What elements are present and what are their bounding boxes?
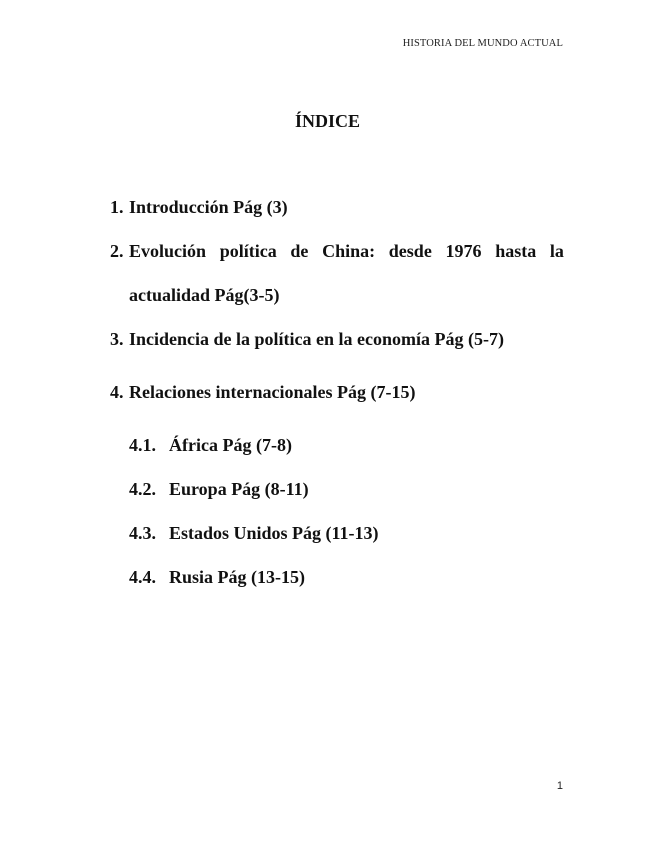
toc-item-continuation: actualidad Pág(3-5) [129, 285, 280, 305]
toc-subitem-rusia [129, 566, 305, 588]
toc-subitem-text: Estados Unidos Pág (11-13) [169, 523, 379, 543]
toc-item-text: Incidencia de la política en la economía Pág (5-7) [129, 329, 504, 349]
toc-word: política [219, 241, 277, 261]
toc-item-number: 3. [110, 329, 124, 349]
toc-item-number: 2. [110, 241, 124, 261]
page-number: 1 [556, 780, 563, 792]
toc-word: Evolución [129, 241, 207, 261]
toc-subitem-text: Europa Pág (8-11) [169, 479, 309, 499]
toc-item-introduccion [110, 196, 288, 218]
toc-word: la [549, 241, 564, 261]
toc-word: hasta [495, 241, 537, 261]
toc-item-relaciones [110, 381, 415, 403]
running-header: HISTORIA DEL MUNDO ACTUAL [402, 38, 563, 49]
toc-item-number: 1. [110, 197, 124, 217]
toc-subitem-estados-unidos [129, 522, 379, 544]
toc-item-text [129, 240, 564, 262]
toc-item-number: 4. [110, 382, 124, 402]
toc-word: China: [322, 241, 376, 261]
toc-item-text: Introducción Pág (3) [129, 197, 288, 217]
toc-subitem-number: 4.2. [129, 479, 156, 499]
toc-word: 1976 [445, 241, 482, 261]
toc-subitem-number: 4.3. [129, 523, 156, 543]
toc-subitem-europa [129, 478, 309, 500]
toc-word: desde [388, 241, 432, 261]
toc-item-evolucion-politica [110, 240, 564, 262]
toc-word: de [290, 241, 309, 261]
toc-subitem-number: 4.1. [129, 435, 156, 455]
toc-subitem-text: Rusia Pág (13-15) [169, 567, 305, 587]
toc-subitem-number: 4.4. [129, 567, 156, 587]
index-title: ÍNDICE [294, 111, 360, 131]
toc-subitem-text: África Pág (7-8) [169, 435, 292, 455]
toc-item-incidencia [110, 328, 504, 350]
toc-item-text: Relaciones internacionales Pág (7-15) [129, 382, 416, 402]
toc-subitem-africa [129, 434, 292, 456]
